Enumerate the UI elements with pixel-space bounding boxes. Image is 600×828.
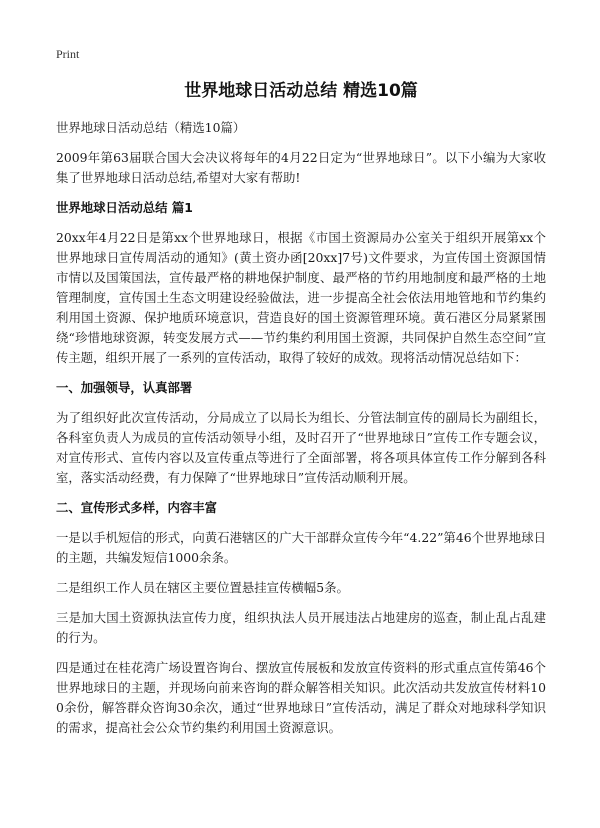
intro-paragraph: 2009年第63届联合国大会决议将每年的4月22日定为“世界地球日”。以下小编为大家收集了世界地球日活动总结,希望对大家有帮助! — [56, 150, 546, 185]
page-title: 世界地球日活动总结 精选10篇 — [184, 81, 418, 101]
paragraph-4: 二是组织工作人员在辖区主要位置悬挂宣传横幅5条。 — [56, 580, 349, 595]
paragraph-2: 为了组织好此次宣传活动，分局成立了以局长为组长、分管法制宣传的副局长为副组长，各科室负责人为成员的宣传活动领导小组，及时召开了“世界地球日”宣传工作专题会议，对宣传形式、宣传内容以及宣传重点等进行了全面部署，将各项具体宣传工作分解到各科室，落实活动经费，有力保障了“世界地球日”宣传活动顺利开展。 — [56, 410, 546, 485]
print-label[interactable]: Print — [56, 47, 80, 61]
heading-2: 二、宣传形式多样，内容丰富 — [56, 500, 218, 515]
section-title: 世界地球日活动总结 篇1 — [56, 200, 193, 215]
document-subtitle: 世界地球日活动总结（精选10篇） — [56, 120, 246, 135]
paragraph-3: 一是以手机短信的形式，向黄石港辖区的广大干部群众宣传今年“4.22”第46个世界地球日的主题，共编发短信1000余条。 — [56, 530, 546, 565]
paragraph-5: 三是加大国土资源执法宣传力度，组织执法人员开展违法占地建房的巡查，制止乱占乱建的行为。 — [56, 610, 546, 645]
paragraph-1: 20xx年4月22日是第xx个世界地球日，根据《市国土资源局办公室关于组织开展第xx个世界地球日宣传周活动的通知》(黄土资办函[20xx]7号)文件要求，为宣传国土资源国情市情以及国策国法，宣传最严格的耕地保护制度、最严格的节约用地制度和最严格的土地管理制度，宣传国土生态文明建设经验做法，进一步提高全社会依法用地管地和节约集约利用国土资源、保护地质环境意识，营造良好的国土资源管理环境。黄石港区分局紧紧围绕“珍惜地球资源，转变发展方式——节约集约利用国土资源，共同保护自然生态空间”宣传主题，组织开展了一系列的宣传活动，取得了较好的成效。现将活动情况总结如下： — [56, 230, 546, 365]
paragraph-6: 四是通过在桂花湾广场设置咨询台、摆放宣传展板和发放宣传资料的形式重点宣传第46个世界地球日的主题，并现场向前来咨询的群众解答相关知识。此次活动共发放宣传材料100余份，解答群众咨询30余次，通过“世界地球日”宣传活动，满足了群众对地球科学知识的需求，提高社会公众节约集约利用国土资源意识。 — [56, 660, 546, 735]
heading-1: 一、加强领导，认真部署 — [56, 380, 193, 395]
